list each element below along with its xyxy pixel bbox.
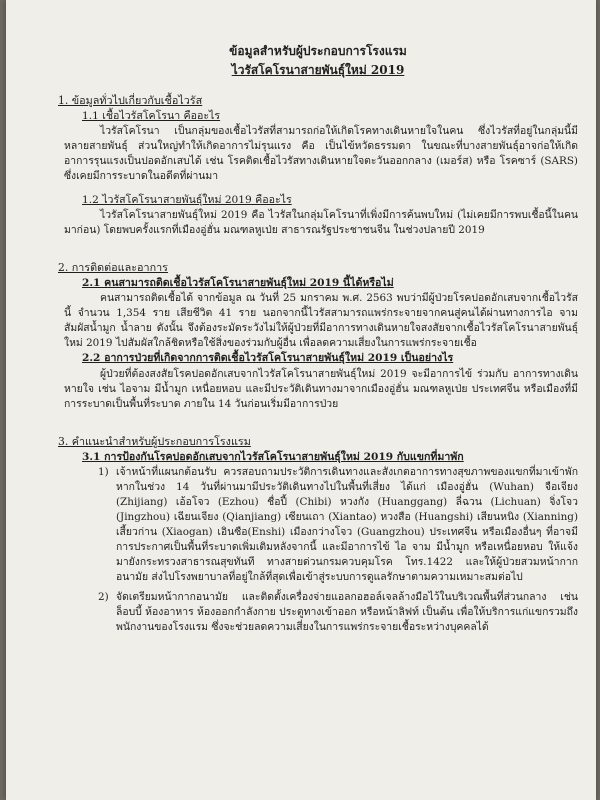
section-3-heading	[58, 434, 578, 450]
section-1-2-heading-text: 1.2 ไวรัสโคโรนาสายพันธุ์ใหม่ 2019 คืออะไร	[82, 193, 292, 206]
section-1-heading-text: 1. ข้อมูลทั่วไปเกี่ยวกับเชื้อไวรัส	[58, 94, 203, 108]
section-2-heading-text: 2. การติดต่อและอาการ	[58, 261, 168, 275]
document-content	[58, 36, 578, 635]
section-2-2-heading	[82, 351, 578, 366]
section-2-2-paragraph: ผู้ป่วยที่ต้องสงสัยโรคปอดอักเสบจากไวรัสโคโรนาสายพันธุ์ใหม่ 2019 จะมีอาการไข้ ร่วมกับ อาการทางเดินหายใจ เช่น ไอจาม มีน้ำมูก เหนื่อยหอบ และมีประวัติเดินทางมาจากเมืองอู่ฮั่น มณฑลหูเป่ย ประเทศจีน หรือเมืองที่มีการระบาดเป็นพื้นที่ระบาด ภายใน 14 วันก่อนเริ่มมีอาการป่วย	[64, 367, 578, 410]
section-3-1-heading-text: 3.1 การป้องกันโรคปอดอักเสบจากไวรัสโคโรนาสายพันธุ์ใหม่ 2019 กับแขกที่มาพัก	[82, 450, 464, 463]
section-2-1-heading-text: 2.1 คนสามารถติดเชื้อไวรัสโคโรนาสายพันธุ์ใหม่ 2019 นี้ได้หรือไม่	[82, 276, 394, 289]
section-1-2-paragraph: ไวรัสโคโรนาสายพันธุ์ใหม่ 2019 คือ ไวรัสในกลุ่มโคโรนาที่เพิ่งมีการค้นพบใหม่ (ไม่เคยมีการพบเชื้อนี้ในคนมาก่อน) โดยพบครั้งแรกที่เมืองอู่ฮั่น มณฑลหูเป่ย สาธารณรัฐประชาชนจีน ในช่วงปลายปี 2019	[64, 208, 578, 236]
section-1-1-heading-text: 1.1 เชื้อไวรัสโคโรนา คืออะไร	[82, 109, 221, 122]
document-title	[58, 42, 578, 79]
list-item-number: 1)	[98, 465, 109, 478]
section-1-1-paragraph: ไวรัสโคโรนา เป็นกลุ่มของเชื้อไวรัสที่สามารถก่อให้เกิดโรคทางเดินหายใจในคน ซึ่งไวรัสที่อยู่ในกลุ่มนี้มีหลายสายพันธุ์ ส่วนใหญ่ทำให้เกิดอาการไม่รุนแรง คือ เป็นไข้หวัดธรรมดา ในขณะที่บางสายพันธุ์อาจก่อให้เกิดอาการรุนแรงเป็นปอดอักเสบได้ เช่น โรคติดเชื้อไวรัสทางเดินหายใจตะวันออกกลาง (เมอร์ส) หรือ โรคซาร์ (SARS) ซึ่งเคยมีการระบาดในอดีตที่ผ่านมา	[64, 125, 578, 183]
section-1-heading	[58, 93, 578, 109]
list-item	[98, 590, 578, 635]
section-2-1-heading	[82, 276, 578, 291]
list-item-number: 2)	[98, 590, 109, 603]
list-item-text: จัดเตรียมหน้ากากอนามัย และติดตั้งเครื่องจ่ายแอลกอฮอล์เจลล้างมือไว้ในบริเวณพื้นที่ส่วนกลาง เช่น ล็อบบี้ ห้องอาหาร ห้องออกกำลังกาย ประตูทางเข้าออก หรือหน้าลิฟท์ เป็นต้น เพื่อให้บริการแก่แขกรวมถึงพนักงานของโรงแรม ซึ่งจะช่วยลดความเสี่ยงในการแพร่กระจายเชื้อระหว่างบุคคลได้	[116, 590, 578, 633]
section-2-heading	[58, 260, 578, 276]
section-3-heading-text: 3. คำแนะนำสำหรับผู้ประกอบการโรงแรม	[58, 434, 251, 448]
section-2-1-paragraph: คนสามารถติดเชื้อได้ จากข้อมูล ณ วันที่ 25 มกราคม พ.ศ. 2563 พบว่ามีผู้ป่วยโรคปอดอักเสบจากเชื้อไวรัสนี้ จำนวน 1,354 ราย เสียชีวิต 41 ราย นอกจากนี้ไวรัสสามารถแพร่กระจายจากคนสู่คนได้ผ่านทางการไอ จาม สัมผัสน้ำมูก น้ำลาย ดังนั้น จึงต้องระมัดระวังไม่ให้ผู้ป่วยที่มีอาการทางเดินหายใจสงสัยจากเชื้อไวรัสโคโรนาสายพันธุ์ใหม่ 2019 ไปสัมผัสใกล้ชิดหรือใช้สิ่งของร่วมกับผู้อื่น เพื่อลดความเสี่ยงในการแพร่กระจายเชื้อ	[64, 292, 578, 350]
section-2-2-heading-text: 2.2 อาการป่วยที่เกิดจากการติดเชื้อไวรัสโคโรนาสายพันธุ์ใหม่ 2019 เป็นอย่างไร	[82, 352, 454, 365]
list-item	[98, 465, 578, 586]
section-3-1-heading	[82, 450, 578, 465]
document-page	[6, 0, 596, 800]
title-line-1: ข้อมูลสำหรับผู้ประกอบการโรงแรม	[229, 44, 407, 58]
section-1-1-heading	[82, 109, 578, 124]
title-line-2: ไวรัสโคโรนาสายพันธุ์ใหม่ 2019	[231, 62, 405, 77]
list-item-text: เจ้าหน้าที่แผนกต้อนรับ ควรสอบถามประวัติการเดินทางและสังเกตอาการทางสุขภาพของแขกที่มาเข้าพัก หากในช่วง 14 วันที่ผ่านมามีประวัติเดินทางไปในพื้นที่เสี่ยง ได้แก่ เมืองอู่ฮั่น (Wuhan) จือเจียง (Zhijiang) เอ้อโจว (Ezhou) ชื่อปี้ (Chibi) หวงกัง (Huanggang) ลี่ฉวน (Lichuan) จิ่งโจว (Jingzhou) เฉียนเจียง (Qianjiang) เซียนเถา (Xiantao) หวงสือ (Huangshi) เสียนหนิง (Xianning) เสี้ยวก่าน (Xiaogan) เอินซือ(Enshi) เมืองกว่างโจว (Guangzhou) ประเทศจีน หรือเมืองอื่นๆ ที่อาจมีการประกาศเป็นพื้นที่ระบาดเพิ่มเติมหลังจากนี้ และมีอาการไข้ ไอ จาม มีน้ำมูก หรือเหนื่อยหอบ ให้แจ้งมายังกระทรวงสาธารณสุขทันที ทางสายด่วนกรมควบคุมโรค โทร.1422 และให้ผู้ป่วยสวมหน้ากากอนามัย ส่งไปโรงพยาบาลที่อยู่ใกล้ที่สุดเพื่อเข้าสู่ระบบการดูแลรักษาตามความเหมาะสมต่อไป	[116, 465, 578, 584]
section-1-2-heading	[82, 193, 578, 208]
